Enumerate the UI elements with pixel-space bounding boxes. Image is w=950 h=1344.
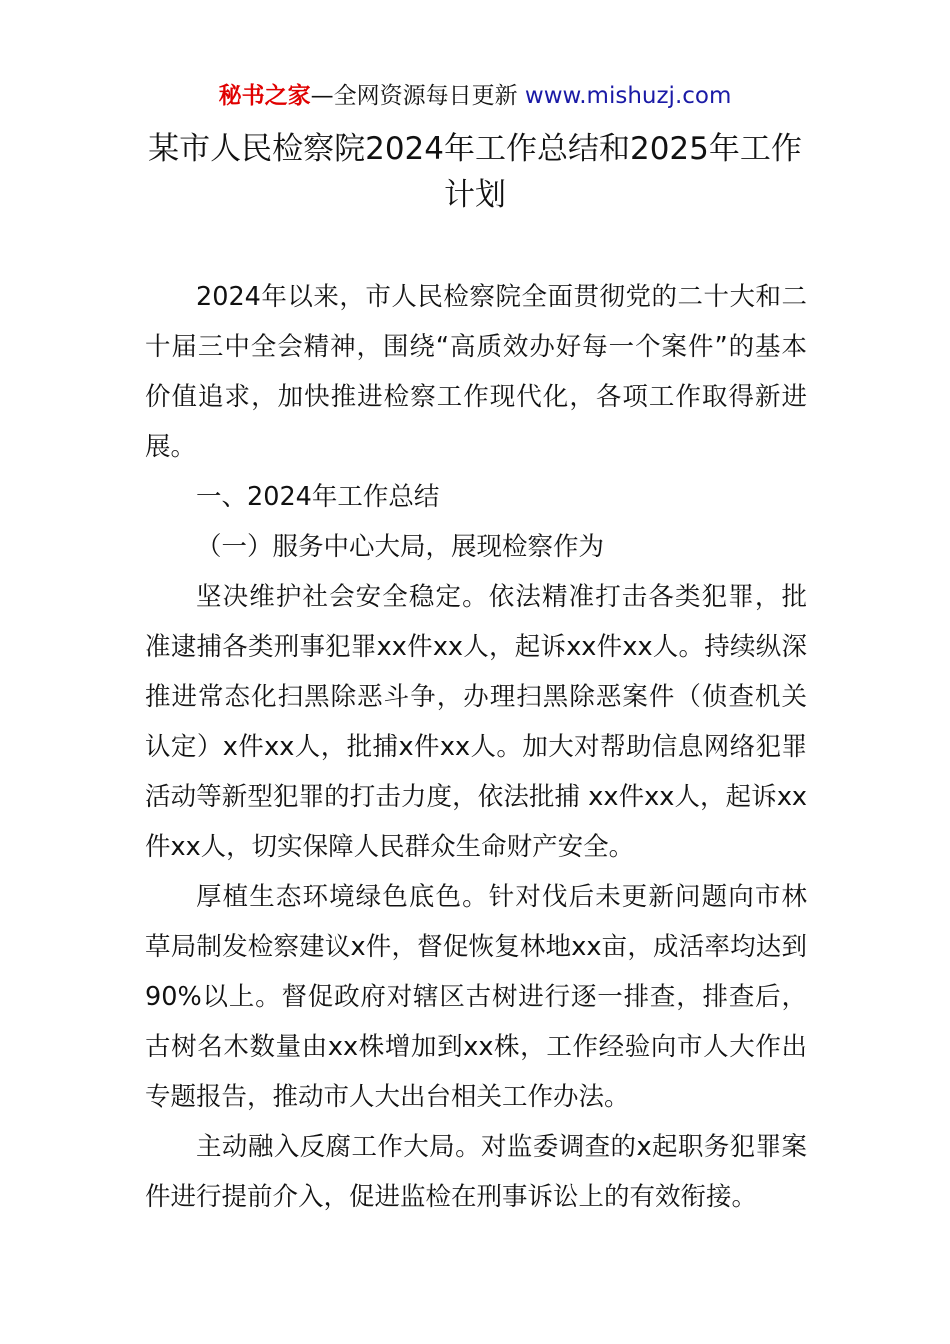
banner-tagline: —全网资源每日更新 [310,83,525,109]
site-banner [0,80,950,112]
body-paragraph: 主动融入反腐工作大局。对监委调查的x起职务犯罪案件进行提前介入，促进监检在刑事诉讼上的有效衔接。 [145,1132,807,1212]
document-body [145,272,807,1222]
body-paragraph: 坚决维护社会安全稳定。依法精准打击各类犯罪，批准逮捕各类刑事犯罪xx件xx人，起诉xx件xx人。持续纵深推进常态化扫黑除恶斗争，办理扫黑除恶案件（侦查机关认定）x件xx人，批捕x件xx人。加大对帮助信息网络犯罪活动等新型犯罪的打击力度，依法批捕 xx件xx人，起诉xx件xx人，切实保障人民群众生命财产安全。 [145,582,807,862]
body-paragraph: 厚植生态环境绿色底色。针对伐后未更新问题向市林草局制发检察建议x件，督促恢复林地xx亩，成活率均达到90%以上。督促政府对辖区古树进行逐一排查，排查后，古树名木数量由xx株增加到xx株，工作经验向市人大作出专题报告，推动市人大出台相关工作办法。 [145,882,807,1112]
site-url-link[interactable]: www.mishuzj.com [524,83,732,109]
document-title: 某市人民检察院2024年工作总结和2025年工作计划 [148,131,802,213]
subsection-heading: （一）服务中心大局，展现检察作为 [196,532,605,562]
brand-name: 秘书之家 [218,83,311,109]
section-heading: 一、2024年工作总结 [196,482,440,512]
intro-paragraph: 2024年以来，市人民检察院全面贯彻党的二十大和二十届三中全会精神，围绕“高质效办好每一个案件”的基本价值追求，加快推进检察工作现代化，各项工作取得新进展。 [145,282,807,462]
